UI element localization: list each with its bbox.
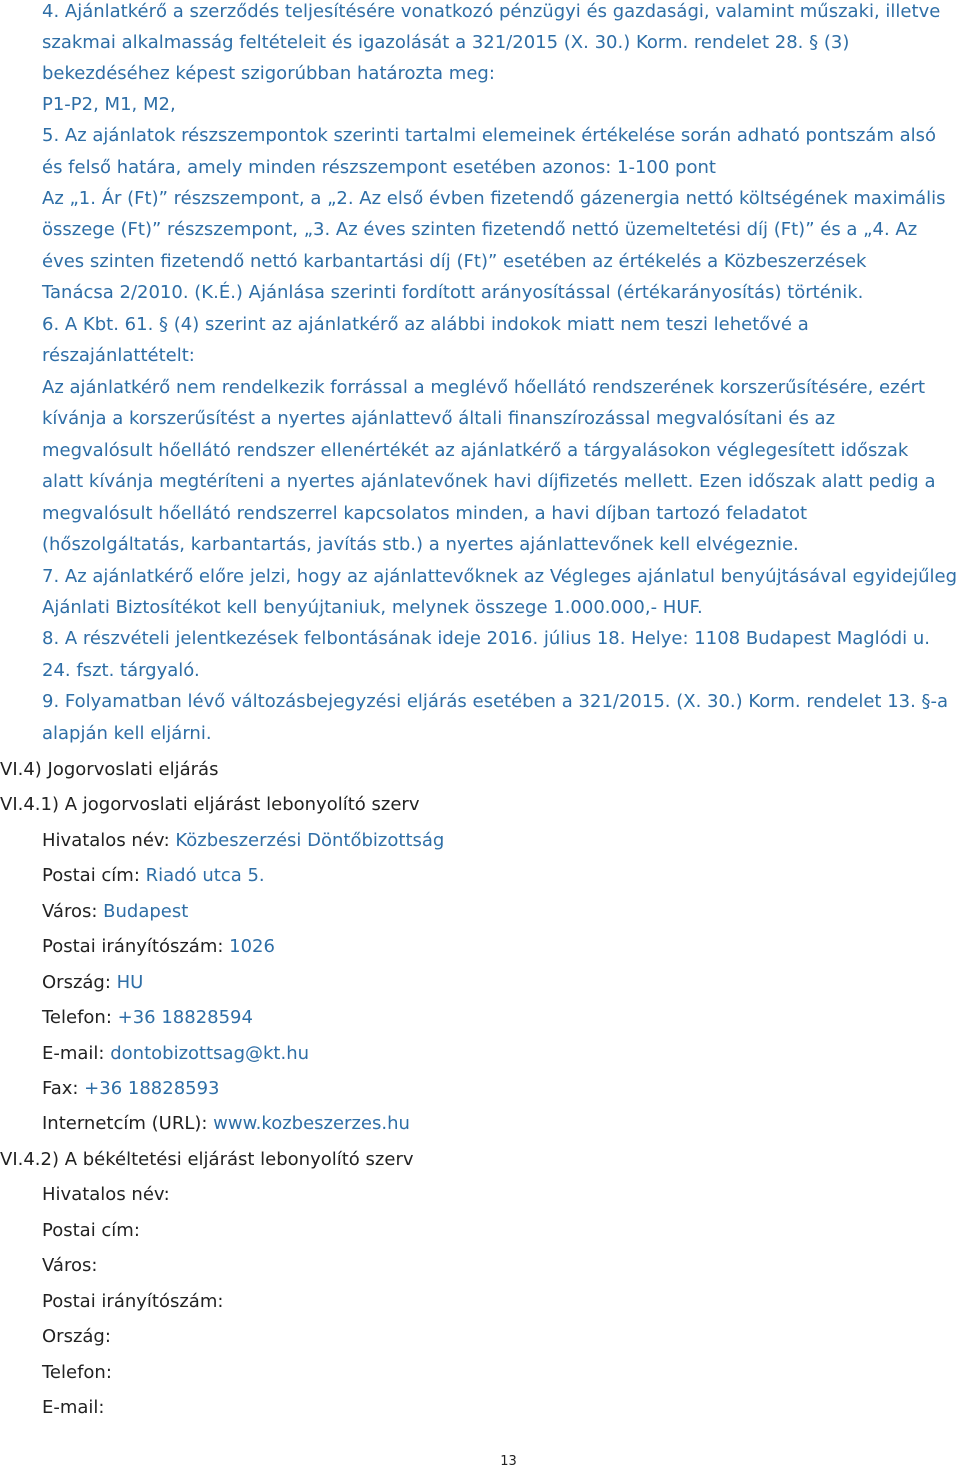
field-label: Internetcím (URL): [42, 1113, 214, 1134]
field-label: Postai cím: [42, 865, 146, 886]
field-value: Közbeszerzési Döntőbizottság [175, 830, 445, 851]
field-label-postal-address: Postai cím: [42, 1220, 140, 1241]
field-value: HU [116, 972, 144, 993]
field-value: +36 18828593 [84, 1078, 220, 1099]
text-line: Az ajánlatkérő nem rendelkezik forrással a meglévő hőellátó rendszerének korszerűsítésére, ezért [42, 377, 926, 398]
field-postal-address [42, 864, 265, 888]
field-label-city: Város: [42, 1255, 98, 1276]
field-email [42, 1042, 309, 1066]
text-line: bekezdéséhez képest szigorúbban határozta meg: [42, 63, 495, 84]
field-value: dontobizottsag@kt.hu [110, 1043, 310, 1064]
page-number: 13 [500, 1454, 517, 1469]
text-line: kívánja a korszerűsítést a nyertes ajánlattevő általi finanszírozással megvalósítani és az [42, 408, 836, 429]
text-line: 7. Az ajánlatkérő előre jelzi, hogy az ajánlattevőknek az Végleges ajánlatul benyújtásával egyidejűleg [42, 566, 958, 587]
text-line: éves szinten fizetendő nettó karbantartási díj (Ft)” esetében az értékelés a Közbeszerzések [42, 251, 867, 272]
text-line: alapján kell eljárni. [42, 723, 212, 744]
field-label: Hivatalos név: [42, 830, 176, 851]
text-line: 4. Ajánlatkérő a szerződés teljesítésére vonatkozó pénzügyi és gazdasági, valamint műszaki, illetve [42, 1, 941, 22]
field-fax [42, 1077, 220, 1101]
section-heading-vi42: VI.4.2) A békéltetési eljárást lebonyolító szerv [0, 1149, 414, 1170]
field-official-name [42, 829, 444, 853]
field-label: Ország: [42, 972, 117, 993]
text-line: összege (Ft)” részszempont, „3. Az éves szinten fizetendő nettó üzemeltetési díj (Ft)” és a „4. Az [42, 219, 918, 240]
text-line: megvalósult hőellátó rendszerrel kapcsolatos minden, a havi díjban tartozó feladatot [42, 503, 808, 524]
section-heading-vi4: VI.4) Jogorvoslati eljárás [0, 759, 219, 780]
field-label: E-mail: [42, 1043, 111, 1064]
field-label: Postai irányítószám: [42, 936, 230, 957]
text-line: megvalósult hőellátó rendszer ellenértékét az ajánlatkérő a tárgyalásokon véglegesített időszak [42, 440, 909, 461]
field-label-country: Ország: [42, 1326, 111, 1347]
field-country [42, 971, 143, 995]
field-label-official-name: Hivatalos név: [42, 1184, 170, 1205]
field-city [42, 900, 188, 924]
field-label: Város: [42, 901, 104, 922]
text-line: Az „1. Ár (Ft)” részszempont, a „2. Az első évben fizetendő gázenergia nettó költségének maximális [42, 188, 946, 209]
text-line: részajánlattételt: [42, 345, 195, 366]
section-heading-vi41: VI.4.1) A jogorvoslati eljárást lebonyolító szerv [0, 794, 420, 815]
field-label: Fax: [42, 1078, 85, 1099]
field-value: www.kozbeszerzes.hu [213, 1113, 410, 1134]
text-line: Tanácsa 2/2010. (K.É.) Ajánlása szerinti fordított arányosítással (értékarányosítás) történik. [42, 282, 864, 303]
text-line: Ajánlati Biztosítékot kell benyújtaniuk, melynek összege 1.000.000,- HUF. [42, 597, 703, 618]
text-line: 24. fszt. tárgyaló. [42, 660, 200, 681]
field-url [42, 1112, 410, 1136]
field-label-email: E-mail: [42, 1397, 105, 1418]
field-value: +36 18828594 [117, 1007, 253, 1028]
field-label-phone: Telefon: [42, 1362, 112, 1383]
text-line: (hőszolgáltatás, karbantartás, javítás stb.) a nyertes ajánlattevőnek kell elvégeznie. [42, 534, 799, 555]
text-line: P1-P2, M1, M2, [42, 94, 176, 115]
field-label: Telefon: [42, 1007, 118, 1028]
field-label-postal-code: Postai irányítószám: [42, 1291, 224, 1312]
text-line: alatt kívánja megtéríteni a nyertes ajánlatevőnek havi díjfizetés mellett. Ezen időszak alatt pedig a [42, 471, 936, 492]
field-value: 1026 [229, 936, 275, 957]
text-line: 5. Az ajánlatok részszempontok szerinti tartalmi elemeinek értékelése során adható pontszám alsó [42, 125, 936, 146]
text-line: és felső határa, amely minden részszempont esetében azonos: 1-100 pont [42, 157, 716, 178]
text-line: szakmai alkalmasság feltételeit és igazolását a 321/2015 (X. 30.) Korm. rendelet 28. § (3) [42, 32, 850, 53]
text-line: 9. Folyamatban lévő változásbejegyzési eljárás esetében a 321/2015. (X. 30.) Korm. rendelet 13. §-a [42, 691, 949, 712]
field-postal-code [42, 935, 275, 959]
field-value: Riadó utca 5. [145, 865, 265, 886]
field-phone [42, 1006, 253, 1030]
text-line: 8. A részvételi jelentkezések felbontásának ideje 2016. július 18. Helye: 1108 Budapest Maglódi u. [42, 628, 930, 649]
text-line: 6. A Kbt. 61. § (4) szerint az ajánlatkérő az alábbi indokok miatt nem teszi lehetővé a [42, 314, 809, 335]
field-value: Budapest [103, 901, 189, 922]
